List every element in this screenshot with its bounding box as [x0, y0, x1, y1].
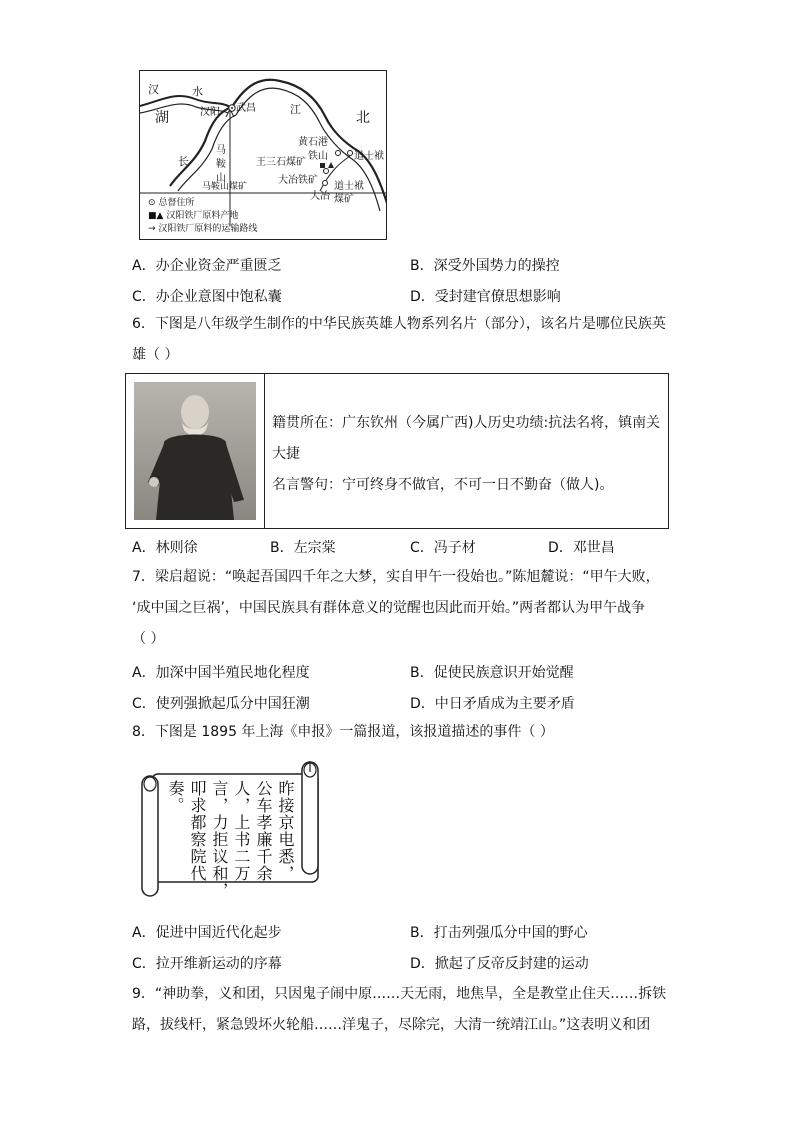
- card-line: 籍贯所在：广东钦州（今属广西)人历史功绩:抗法名将，镇南关: [272, 415, 661, 431]
- q7-stem-line: 7．梁启超说：“唤起吾国四千年之大梦，实自甲午一役始也。”陈旭麓说：“甲午大败，: [132, 569, 660, 585]
- q8-option-c[interactable]: C．拉开维新运动的序幕: [132, 956, 282, 972]
- map-figure: [139, 70, 387, 240]
- map-label: 武昌: [236, 103, 256, 114]
- map-label: 汉: [148, 83, 159, 96]
- q8-option-d[interactable]: D．掀起了反帝反封建的运动: [410, 956, 589, 972]
- q5-option-d[interactable]: D．受封建官僚思想影响: [410, 289, 561, 305]
- scroll-column: 人，上书二万: [232, 780, 251, 882]
- card-text: [272, 408, 662, 501]
- hero-photo: [134, 382, 256, 520]
- q6-option-b[interactable]: B．左宗棠: [270, 540, 336, 556]
- scroll-column: 公车孝廉千余: [254, 780, 273, 882]
- map-label: 水: [192, 85, 203, 98]
- q7-option-a[interactable]: A．加深中国半殖民地化程度: [132, 665, 310, 681]
- q6-option-a[interactable]: A．林则徐: [132, 540, 198, 556]
- q5-option-a[interactable]: A．办企业资金严重匮乏: [132, 258, 282, 274]
- q8-option-b[interactable]: B．打击列强瓜分中国的野心: [410, 925, 588, 941]
- map-legend: [148, 197, 257, 236]
- card-photo-cell: [126, 374, 265, 528]
- q9-stem-line: 路，拔线杆，紧急毁坏火轮船……洋鬼子，尽除完，大清一统靖江山。”这表明义和团: [132, 1017, 651, 1033]
- map-label: 王三石煤矿: [256, 157, 306, 168]
- card-line: 大捷: [272, 446, 300, 462]
- q8-option-a[interactable]: A．促进中国近代化起步: [132, 925, 282, 941]
- scroll-column: 奏。: [166, 780, 185, 814]
- map-label: 大冶: [310, 191, 330, 202]
- q5-option-b[interactable]: B．深受外国势力的操控: [410, 258, 560, 274]
- map-label: 铁山: [308, 151, 328, 162]
- q7-stem-line: ‘成中国之巨祸’，中国民族具有群体意义的觉醒也因此而开始。”两者都认为甲午战争: [132, 600, 646, 616]
- map-label: 北: [356, 110, 370, 126]
- q8-stem-line: 8．下图是 1895 年上海《申报》一篇报道，该报道描述的事件（ ）: [132, 724, 554, 740]
- newspaper-scroll: [140, 760, 328, 900]
- scroll-column: 叩求都察院代: [188, 780, 207, 882]
- map-label: 江: [290, 103, 301, 116]
- map-label: 汉阳: [200, 107, 220, 118]
- legend-item: ⊙ 总督住所: [148, 198, 195, 208]
- q6-stem-line: 6．下图是八年级学生制作的中华民族英雄人物系列名片（部分），该名片是哪位民族英: [132, 316, 666, 332]
- legend-item: → 汉阳铁厂原料的运输路线: [148, 224, 258, 234]
- q7-option-b[interactable]: B．促使民族意识开始觉醒: [410, 665, 574, 681]
- q5-option-c[interactable]: C．办企业意图中饱私囊: [132, 289, 282, 305]
- map-label: 湖: [155, 110, 169, 126]
- map-label: 马鞍山煤矿: [202, 182, 248, 192]
- map-label: 鞍: [216, 159, 226, 170]
- map-label: 山: [216, 173, 226, 184]
- card-line: 名言警句：宁可终身不做官，不可一日不勤奋（做人)。: [272, 477, 614, 493]
- person-silhouette-icon: [134, 382, 256, 520]
- q7-stem-line: （ ）: [132, 631, 165, 647]
- q9-stem-line: 9．“神助拳，义和团，只因鬼子闹中原……天无雨，地焦旱，全是教堂止住天……拆铁: [132, 986, 667, 1002]
- q7-option-c[interactable]: C．使列强掀起瓜分中国狂潮: [132, 696, 310, 712]
- scroll-column: 言，力拒议和，: [210, 780, 229, 899]
- map-label: 黄石港: [298, 137, 328, 148]
- scroll-column: 昨接京电悉，: [276, 780, 295, 882]
- map-label: 道士袱: [354, 151, 384, 162]
- map-label: 煤矿: [334, 194, 354, 205]
- q6-stem-line: 雄（ ）: [132, 347, 179, 363]
- legend-item: ■▲ 汉阳铁厂原料产地: [148, 211, 239, 221]
- hero-card: [125, 373, 669, 529]
- q6-option-c[interactable]: C．冯子材: [410, 540, 476, 556]
- map-label: 道士袱: [334, 181, 364, 192]
- q6-option-d[interactable]: D．邓世昌: [548, 540, 615, 556]
- q7-option-d[interactable]: D．中日矛盾成为主要矛盾: [410, 696, 575, 712]
- map-label: 大冶铁矿: [278, 175, 318, 186]
- map-label: 长: [178, 155, 189, 168]
- map-label: 马: [216, 145, 226, 156]
